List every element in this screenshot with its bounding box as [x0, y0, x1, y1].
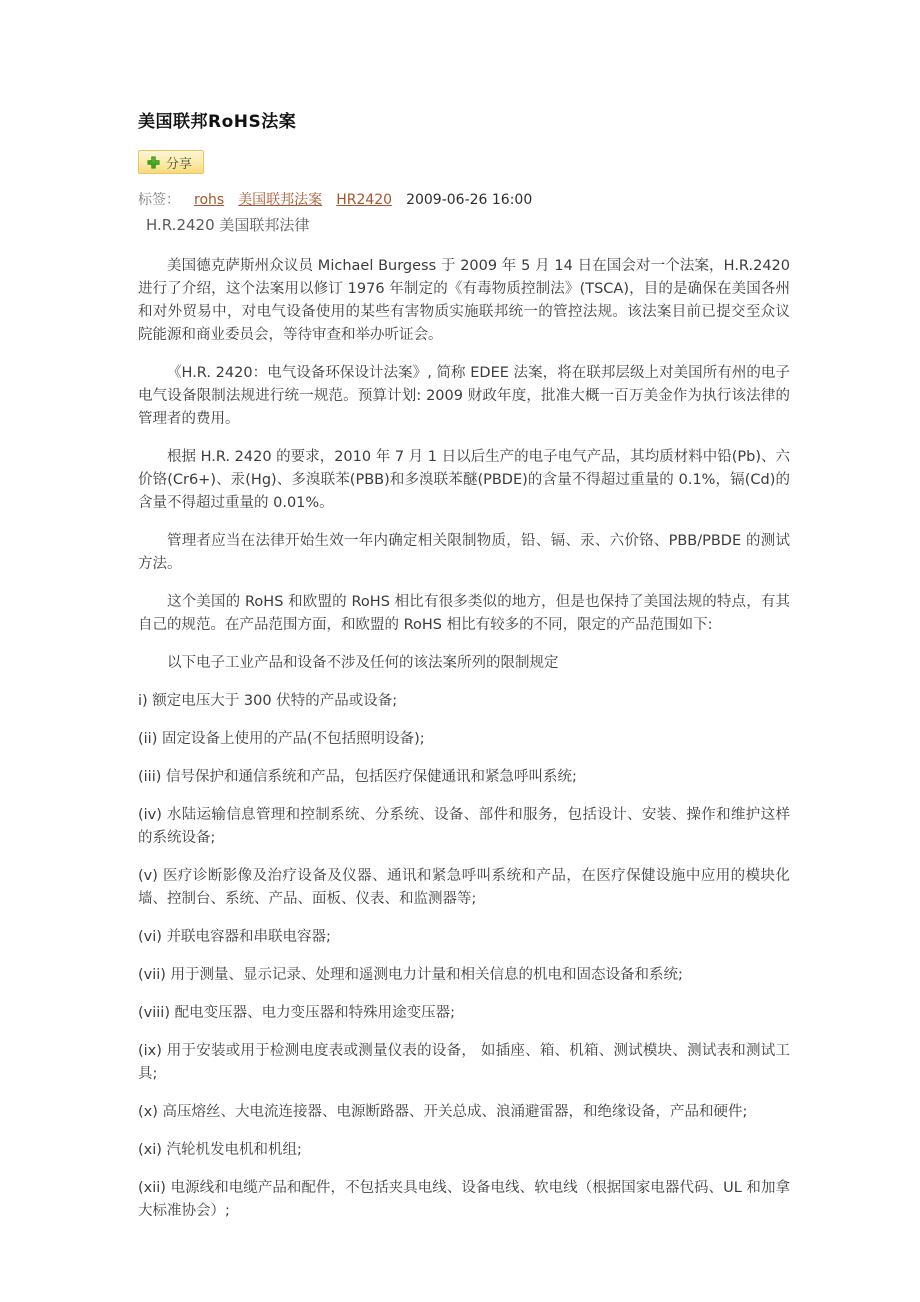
- list-item-ix: (ix) 用于安装或用于检测电度表或测量仪表的设备， 如插座、箱、机箱、测试模块、测试表和测试工具;: [138, 1043, 790, 1082]
- paragraph-us-eu-comparison: 这个美国的 RoHS 和欧盟的 RoHS 相比有很多类似的地方，但是也保持了美国法规的特点，有其自己的规范。在产品范围方面，和欧盟的 RoHS 相比有较多的不同，限定的产品范围如下:: [138, 594, 790, 633]
- subtitle: H.R.2420 美国联邦法律: [146, 216, 310, 234]
- paragraph-exemption-lead-in: 以下电子工业产品和设备不涉及任何的该法案所列的限制规定: [167, 655, 559, 671]
- list-item-vii: (vii) 用于测量、显示记录、处理和遥测电力计量和相关信息的机电和固态设备和系统;: [138, 967, 683, 983]
- share-button[interactable]: [138, 150, 204, 174]
- list-item-ii: (ii) 固定设备上使用的产品(不包括照明设备);: [138, 731, 425, 747]
- list-item-xii: (xii) 电源线和电缆产品和配件，不包括夹具电线、设备电线、软电线（根据国家电器代码、UL 和加拿大标准协会）;: [138, 1180, 790, 1219]
- page-title: 美国联邦RoHS法案: [138, 112, 297, 132]
- share-button-label: 分享: [166, 155, 193, 171]
- meta-row: [138, 189, 790, 209]
- paragraph-substance-limits: 根据 H.R. 2420 的要求，2010 年 7 月 1 日以后生产的电子电气产品，其均质材料中铅(Pb)、六价铬(Cr6+)、汞(Hg)、多溴联苯(PBB)和多溴联苯醚(PBDE)的含量不得超过重量的 0.1%，镉(Cd)的含量不得超过重量的 0.01%。: [138, 449, 790, 511]
- list-item-viii: (viii) 配电变压器、电力变压器和特殊用途变压器;: [138, 1005, 455, 1021]
- list-item-x: (x) 高压熔丝、大电流连接器、电源断路器、开关总成、浪涌避雷器，和绝缘设备，产品和硬件;: [138, 1104, 748, 1120]
- tag-link-rohs[interactable]: rohs: [194, 192, 225, 208]
- plus-icon: [147, 156, 160, 169]
- paragraph-edee-act: 《H.R. 2420：电气设备环保设计法案》, 简称 EDEE 法案，将在联邦层级上对美国所有州的电子电气设备限制法规进行统一规范。预算计划: 2009 财政年度，批准大概一百万美金作为执行该法律的管理者的费用。: [138, 365, 790, 427]
- list-item-xi: (xi) 汽轮机发电机和机组;: [138, 1142, 302, 1158]
- paragraph-intro: 美国德克萨斯州众议员 Michael Burgess 于 2009 年 5 月 14 日在国会对一个法案，H.R.2420 进行了介绍，这个法案用以修订 1976 年制定的《有毒物质控制法》(TSCA)，目的是确保在美国各州和对外贸易中，对电气设备使用的某些有害物质实施联邦统一的管控法规。该法案目前已提交至众议院能源和商业委员会，等待审查和举办听证会。: [138, 258, 790, 343]
- article-body: [138, 255, 790, 1223]
- list-item-i: i) 额定电压大于 300 伏特的产品或设备;: [138, 693, 398, 709]
- tag-link-hr2420[interactable]: HR2420: [336, 192, 393, 208]
- tag-link-usa-federal-act[interactable]: 美国联邦法案: [238, 192, 323, 208]
- paragraph-test-methods: 管理者应当在法律开始生效一年内确定相关限制物质，铅、镉、汞、六价铬、PBB/PBDE 的测试方法。: [138, 533, 790, 572]
- list-item-iii: (iii) 信号保护和通信系统和产品，包括医疗保健通讯和紧急呼叫系统;: [138, 769, 577, 785]
- list-item-v: (v) 医疗诊断影像及治疗设备及仪器、通讯和紧急呼叫系统和产品，在医疗保健设施中应用的模块化墙、控制台、系统、产品、面板、仪表、和监测器等;: [138, 868, 790, 907]
- tags-label: 标签：: [138, 192, 180, 208]
- list-item-iv: (iv) 水陆运输信息管理和控制系统、分系统、设备、部件和服务，包括设计、安装、操作和维护这样的系统设备;: [138, 807, 790, 846]
- timestamp: 2009-06-26 16:00: [406, 192, 533, 208]
- list-item-vi: (vi) 并联电容器和串联电容器;: [138, 929, 331, 945]
